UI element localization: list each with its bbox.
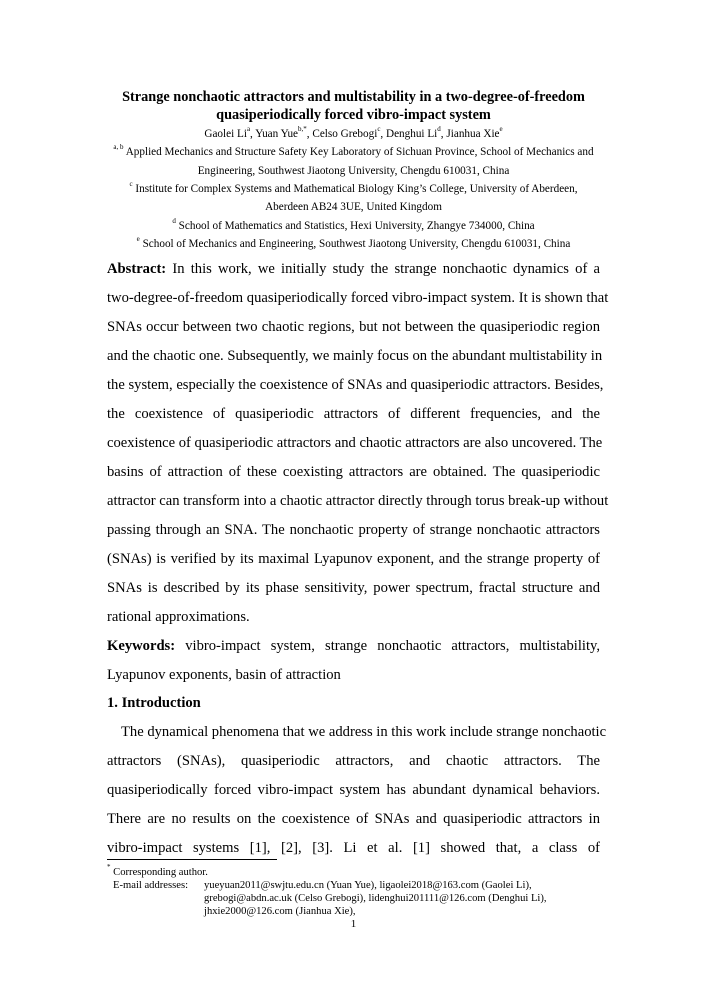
author-sup: e bbox=[499, 125, 503, 134]
body-text-line: vibro-impact systems [1], [2], [3]. Li et al. [1] showed that, a class of bbox=[107, 840, 600, 856]
paper-title bbox=[60, 88, 647, 124]
paper-title-line-2: quasiperiodically forced vibro-impact system bbox=[216, 107, 491, 123]
abstract-line: (SNAs) is verified by its maximal Lyapunov exponent, and the strange property of bbox=[107, 551, 600, 567]
author-name: Gaolei Li bbox=[204, 128, 247, 140]
affiliation-line: Aberdeen AB24 3UE, United Kingdom bbox=[265, 201, 442, 213]
author-sup: c bbox=[377, 125, 381, 134]
abstract-line: basins of attraction of these coexisting attractors are obtained. The quasiperiodic bbox=[107, 464, 600, 480]
body-text-line: attractors (SNAs), quasiperiodic attractors, and chaotic attractors. The bbox=[107, 753, 600, 769]
footnote-email-line: yueyuan2011@swjtu.edu.cn (Yuan Yue), ligaolei2018@163.com (Gaolei Li), bbox=[204, 880, 532, 891]
author-sup: d bbox=[437, 125, 441, 134]
footnote-corresponding: * Corresponding author. bbox=[107, 863, 208, 878]
keywords-line: Lyapunov exponents, basin of attraction bbox=[107, 667, 341, 683]
body-text-line: There are no results on the coexistence of SNAs and quasiperiodic attractors in bbox=[107, 811, 600, 827]
footnote-email-label: E-mail addresses: bbox=[113, 880, 189, 891]
abstract-line: passing through an SNA. The nonchaotic property of strange nonchaotic attractors bbox=[107, 522, 600, 538]
abstract-line: rational approximations. bbox=[107, 609, 250, 625]
abstract-line: two-degree-of-freedom quasiperiodically forced vibro-impact system. It is shown that bbox=[107, 290, 609, 306]
affiliation-line: $^e$ School of Mechanics and Engineering, Southwest Jiaotong University, Chengdu 610031, China bbox=[136, 235, 571, 250]
keywords-label: Keywords: bbox=[107, 638, 176, 654]
abstract-line: attractor can transform into a chaotic attractor directly through torus break-up without bbox=[107, 493, 609, 509]
affiliation-line: $^d$ School of Mathematics and Statistics, Hexi University, Zhangye 734000, China bbox=[172, 217, 535, 232]
affiliation-line: $^c$ Institute for Complex Systems and Mathematical Biology King’s College, University of Aberdeen, bbox=[129, 180, 578, 195]
abstract-line: SNAs occur between two chaotic regions, but not between the quasiperiodic region bbox=[107, 319, 600, 335]
footnote-email-line: jhxie2000@126.com (Jianhua Xie), bbox=[204, 906, 356, 917]
author-sup: a bbox=[246, 125, 251, 134]
body-text-line: The dynamical phenomena that we address in this work include strange nonchaotic bbox=[121, 724, 607, 740]
abstract-line: and the chaotic one. Subsequently, we mainly focus on the abundant multistability in bbox=[107, 348, 603, 364]
abstract-line: Abstract: In this work, we initially study the strange nonchaotic dynamics of a bbox=[107, 261, 600, 277]
abstract-line: the system, especially the coexistence of SNAs and quasiperiodic attractors. Besides, bbox=[107, 377, 604, 393]
footnote-email-line: grebogi@abdn.ac.uk (Celso Grebogi), lidenghui201111@126.com (Denghui Li), bbox=[204, 893, 547, 904]
affiliation-line: $^{a, b}$ Applied Mechanics and Structure Safety Key Laboratory of Sichuan Province, School of Mechanics and bbox=[113, 143, 594, 158]
footnote-rule bbox=[107, 859, 277, 860]
keywords-line: Keywords: vibro-impact system, strange nonchaotic attractors, multistability, bbox=[107, 638, 600, 654]
author-sup: b,* bbox=[298, 125, 307, 134]
author-name: Yuan Yue bbox=[255, 128, 299, 140]
body-text-line: quasiperiodically forced vibro-impact system has abundant dynamical behaviors. bbox=[107, 782, 600, 798]
affiliation-line: Engineering, Southwest Jiaotong University, Chengdu 610031, China bbox=[197, 165, 510, 177]
paper-title-line-1: Strange nonchaotic attractors and multistability in a two-degree-of-freedom bbox=[122, 89, 585, 105]
section-heading: 1. Introduction bbox=[107, 695, 201, 711]
abstract-line: the coexistence of quasiperiodic attractors of different frequencies, and the bbox=[107, 406, 600, 422]
page-number: 1 bbox=[350, 918, 357, 930]
author-name: Celso Grebogi bbox=[312, 128, 378, 140]
abstract-line: SNAs is described by its phase sensitivity, power spectrum, fractal structure and bbox=[107, 580, 600, 596]
author-name: Denghui Li bbox=[386, 128, 438, 140]
abstract-line: coexistence of quasiperiodic attractors and chaotic attractors are also uncovered. The bbox=[107, 435, 603, 451]
author-name: Jianhua Xie bbox=[446, 128, 500, 140]
abstract-label: Abstract: bbox=[107, 261, 167, 277]
author-list: Gaolei Li$^a$, Yuan Yue$^{b,*}$, Celso Grebogi$^c$, Denghui Li$^d$, Jianhua Xie$^e$ bbox=[204, 125, 503, 140]
